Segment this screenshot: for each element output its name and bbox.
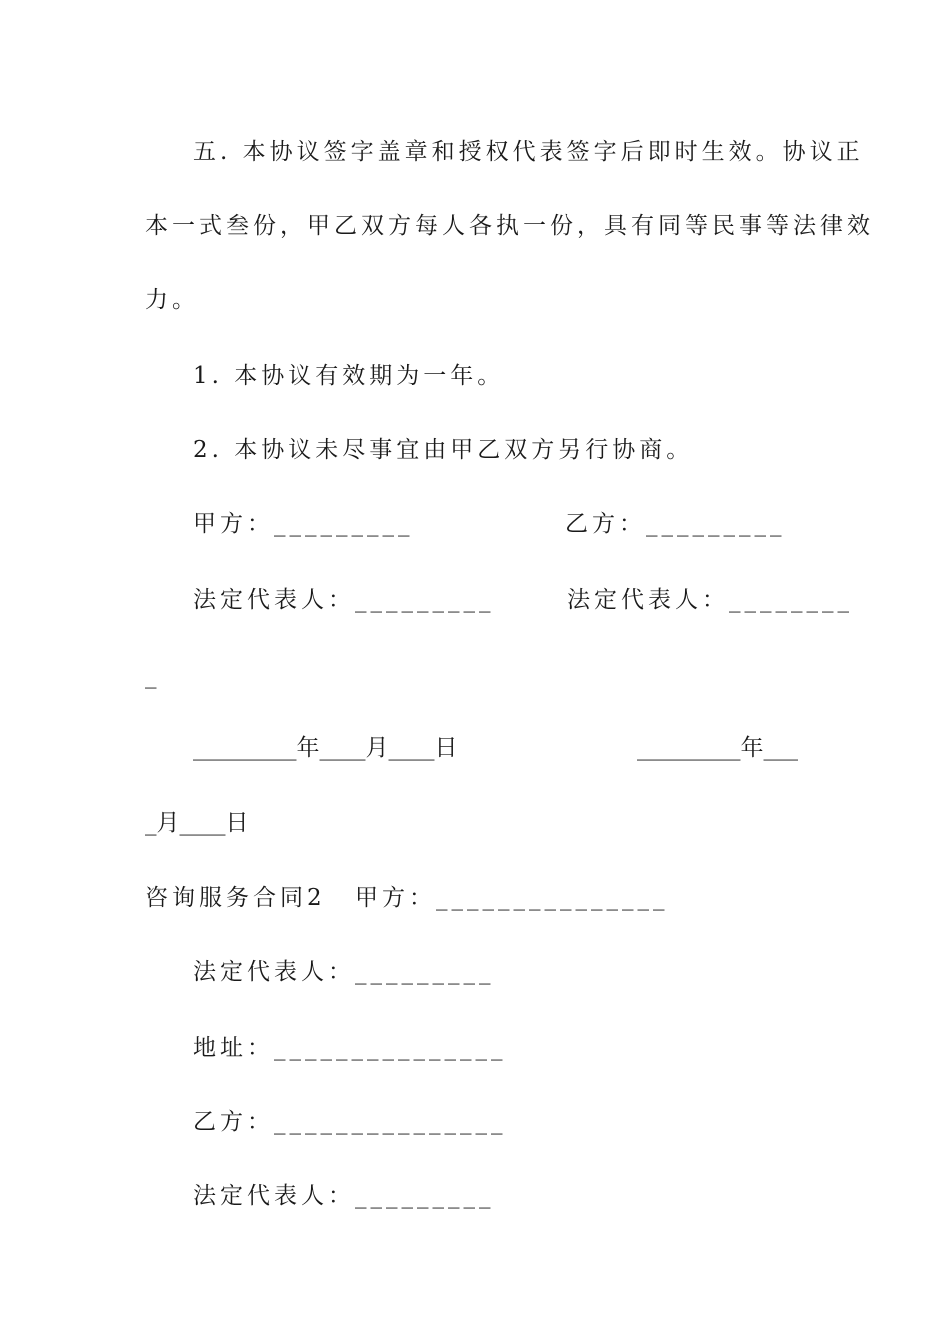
contract-2-party-a: 甲方：_______________ xyxy=(355,885,669,911)
contract-2-title: 咨询服务合同2 xyxy=(145,885,326,911)
item-1: 1. 本协议有效期为一年。 xyxy=(193,363,505,389)
contract-2-address: 地址：_______________ xyxy=(193,1035,507,1061)
party-b-signature-line: 乙方：_________ xyxy=(565,511,786,537)
item-2: 2. 本协议未尽事宜由甲乙双方另行协商。 xyxy=(193,437,694,463)
clause-5-line-2: 本一式叁份，甲乙双方每人各执一份，具有同等民事等法律效 xyxy=(145,213,874,239)
party-a-date-line: _________年____月____日 xyxy=(193,735,458,761)
party-a-representative-line: 法定代表人：_________ xyxy=(193,587,495,613)
clause-5-line-1: 五. 本协议签字盖章和授权代表签字后即时生效。协议正 xyxy=(193,139,864,165)
party-b-date-wrap: _月____日 xyxy=(145,810,249,836)
contract-2-representative-a: 法定代表人：_________ xyxy=(193,959,495,985)
party-b-representative-line: 法定代表人：________ xyxy=(567,587,853,613)
contract-2-party-b: 乙方：_______________ xyxy=(193,1109,507,1135)
party-b-representative-wrap: _ xyxy=(145,663,157,689)
clause-5-line-3: 力。 xyxy=(145,287,199,313)
party-b-date-line: _________年___ xyxy=(637,735,798,761)
party-a-signature-line: 甲方：_________ xyxy=(193,511,414,537)
contract-2-representative-b: 法定代表人：_________ xyxy=(193,1183,495,1209)
